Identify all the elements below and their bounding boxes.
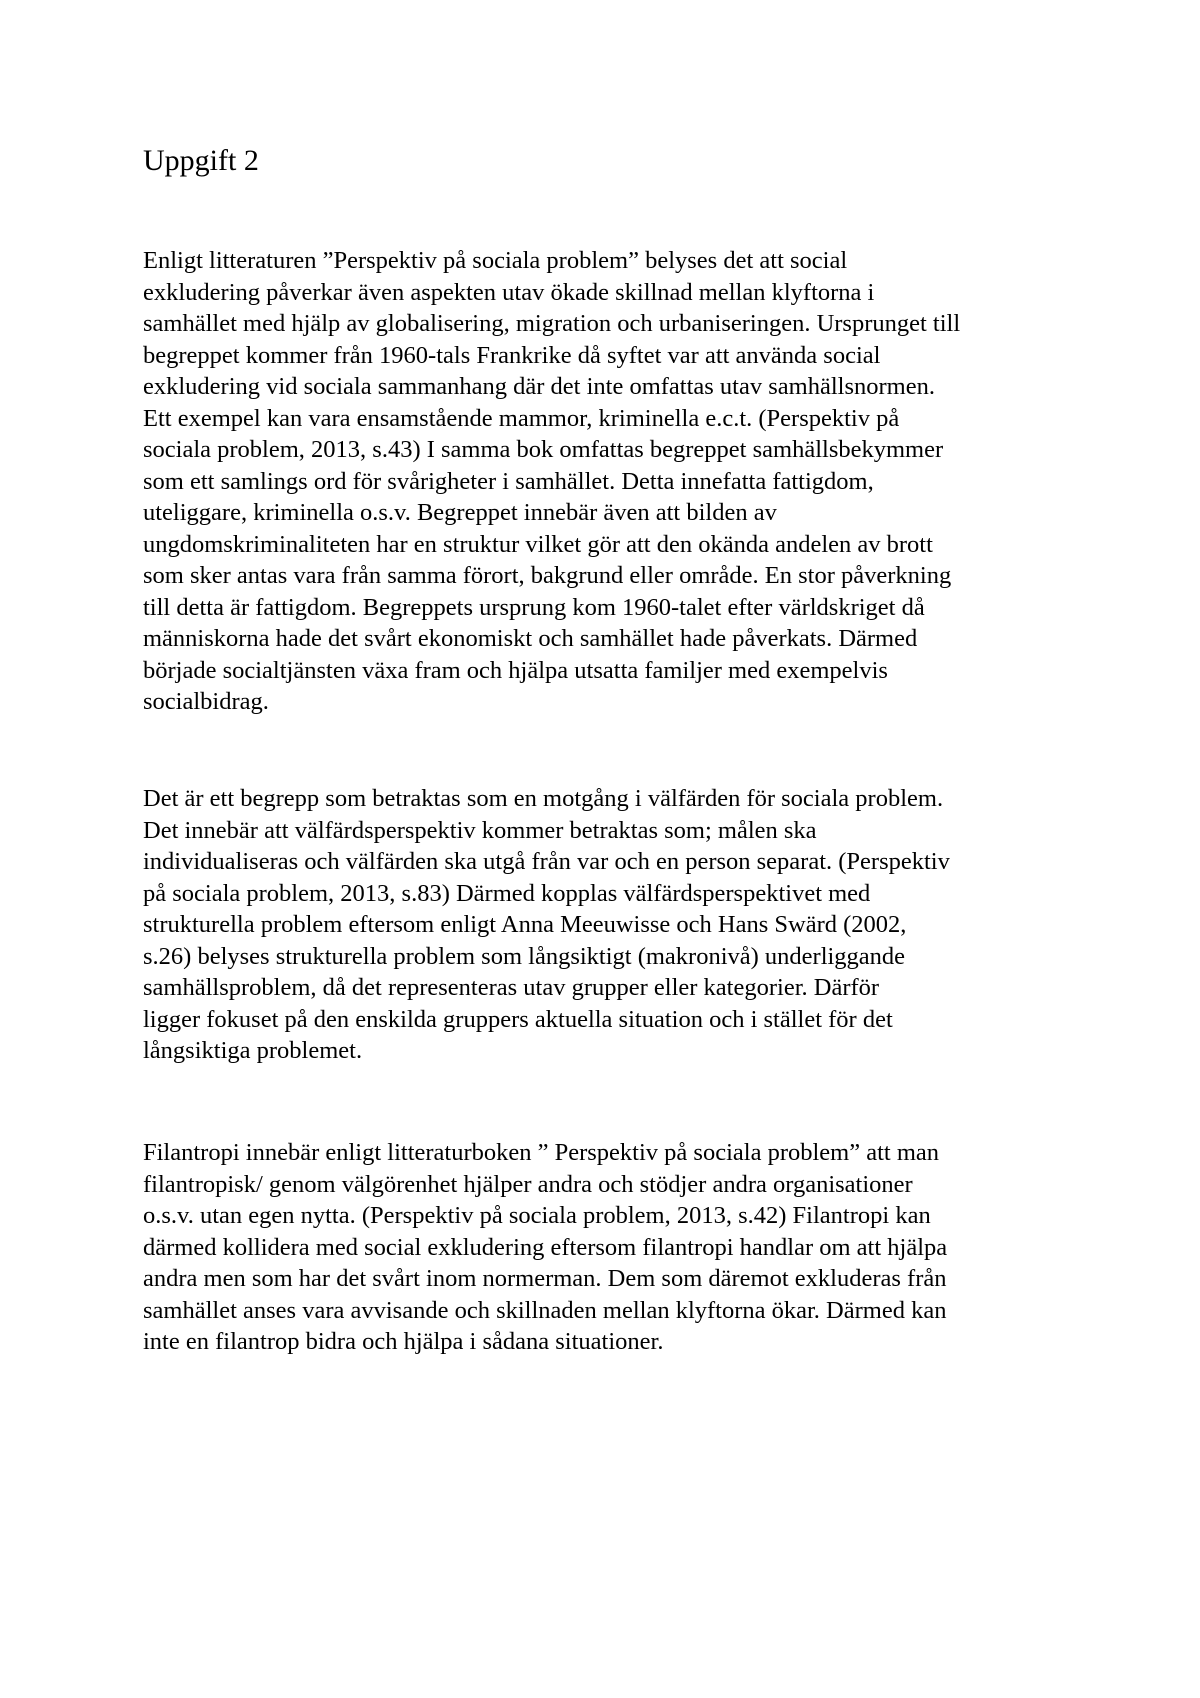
paragraph-line: som sker antas vara från samma förort, bakgrund eller område. En stor påverkning	[143, 562, 952, 589]
paragraph-line: andra men som har det svårt inom normerman. Dem som däremot exkluderas från	[143, 1265, 947, 1292]
paragraph-line: ligger fokuset på den enskilda gruppers aktuella situation och i stället för det	[143, 1005, 893, 1033]
paragraph-line: började socialtjänsten växa fram och hjälpa utsatta familjer med exempelvis	[143, 656, 888, 684]
paragraph-line: exkludering vid sociala sammanhang där det inte omfattas utav samhällsnormen.	[143, 373, 935, 400]
paragraph-line: individualiseras och välfärden ska utgå från var och en person separat. (Perspektiv	[143, 848, 950, 875]
paragraph-line: inte en filantrop bidra och hjälpa i sådana situationer.	[143, 1328, 664, 1355]
paragraph-line: Det innebär att välfärdsperspektiv kommer betraktas som; målen ska	[143, 816, 817, 844]
paragraph-line: människorna hade det svårt ekonomiskt och samhället hade påverkats. Därmed	[143, 625, 918, 652]
paragraph-line: Det är ett begrepp som betraktas som en motgång i välfärden för sociala problem.	[143, 785, 944, 812]
paragraph-line: på sociala problem, 2013, s.83) Därmed kopplas välfärdsperspektivet med	[143, 879, 871, 907]
paragraph-line: s.26) belyses strukturella problem som långsiktigt (makronivå) underliggande	[143, 942, 906, 970]
paragraph-line: Ett exempel kan vara ensamstående mammor, kriminella e.c.t. (Perspektiv på	[143, 404, 900, 432]
paragraph-3	[143, 1137, 947, 1358]
paragraph-2	[143, 783, 950, 1067]
paragraph-line: Enligt litteraturen ”Perspektiv på sociala problem” belyses det att social	[143, 247, 848, 274]
paragraph-line: långsiktiga problemet.	[143, 1037, 363, 1064]
paragraph-line: filantropisk/ genom välgörenhet hjälper andra och stödjer andra organisationer	[143, 1170, 913, 1198]
paragraph-line: samhällsproblem, då det representeras utav grupper eller kategorier. Därför	[143, 974, 880, 1001]
paragraph-1	[143, 245, 960, 718]
paragraph-line: sociala problem, 2013, s.43) I samma bok omfattas begreppet samhällsbekymmer	[143, 436, 944, 463]
paragraph-line: samhället med hjälp av globalisering, migration och urbaniseringen. Ursprunget till	[143, 310, 961, 337]
paragraph-line: som ett samlings ord för svårigheter i samhället. Detta innefatta fattigdom,	[143, 467, 874, 495]
document-heading: Uppgift 2	[143, 144, 259, 177]
paragraph-line: Filantropi innebär enligt litteraturboken ” Perspektiv på sociala problem” att man	[143, 1139, 940, 1166]
paragraph-line: strukturella problem eftersom enligt Anna Meeuwisse och Hans Swärd (2002,	[143, 911, 907, 938]
paragraph-line: till detta är fattigdom. Begreppets ursprung kom 1960-talet efter världskriget då	[143, 593, 925, 621]
paragraph-line: uteliggare, kriminella o.s.v. Begreppet innebär även att bilden av	[143, 499, 777, 526]
paragraph-line: exkludering påverkar även aspekten utav ökade skillnad mellan klyftorna i	[143, 278, 875, 306]
paragraph-line: därmed kollidera med social exkludering eftersom filantropi handlar om att hjälpa	[143, 1233, 948, 1261]
paragraph-line: socialbidrag.	[143, 688, 269, 715]
paragraph-line: ungdomskriminaliteten har en struktur vilket gör att den okända andelen av brott	[143, 530, 933, 558]
paragraph-line: begreppet kommer från 1960-tals Frankrike då syftet var att använda social	[143, 341, 881, 369]
paragraph-line: o.s.v. utan egen nytta. (Perspektiv på sociala problem, 2013, s.42) Filantropi kan	[143, 1202, 931, 1229]
paragraph-line: samhället anses vara avvisande och skillnaden mellan klyftorna ökar. Därmed kan	[143, 1296, 947, 1324]
